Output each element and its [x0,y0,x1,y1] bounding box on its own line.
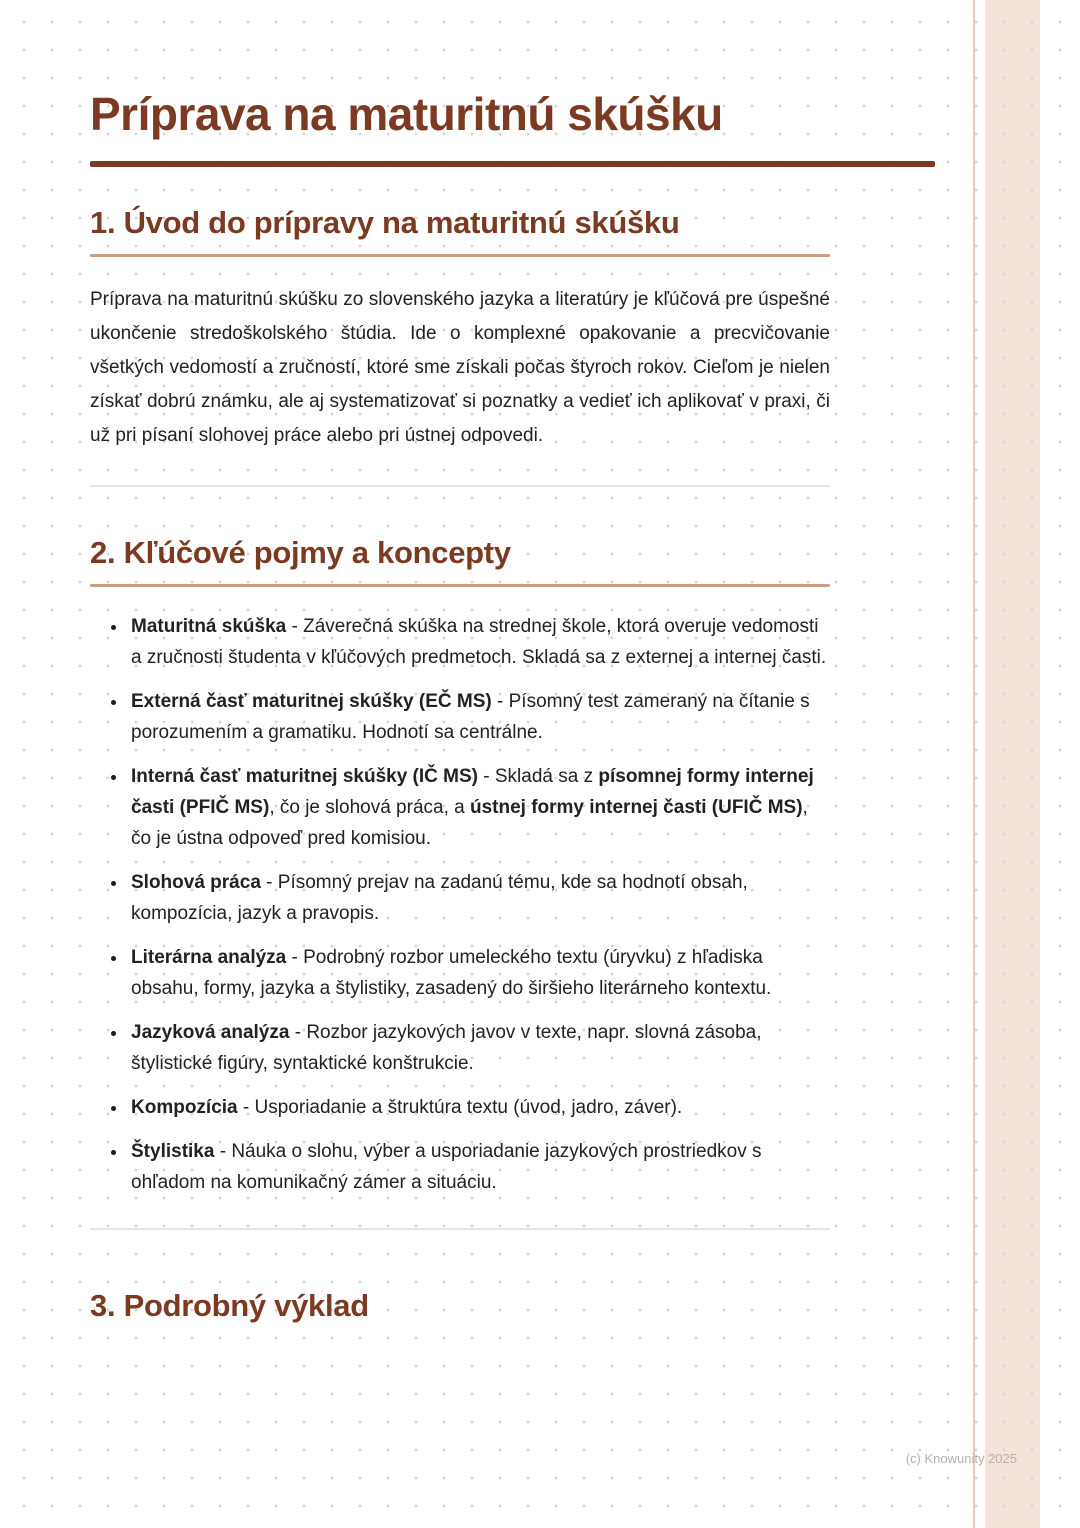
section-divider-2 [90,1228,830,1230]
list-item [128,1017,830,1079]
intro-paragraph: Príprava na maturitnú skúšku zo slovenského jazyka a literatúry je kľúčová pre úspešné ukončenie stredoškolského štúdia. Ide o komplexné opakovanie a precvičovanie všetkých vedomostí a zručností, ktoré sme získali počas štyroch rokov. Cieľom je nielen získať dobrú známku, ale aj systematizovať si poznatky a vedieť ich aplikovať v praxi, či už pri písaní slohovej práce alebo pri ústnej odpovedi. [90,289,830,446]
section-divider-1 [90,485,830,487]
term-regular-text: - Písomný test zameraný na čítanie s porozumením a gramatiku. Hodnotí sa centrálne. [131,691,810,743]
list-item [128,761,830,854]
term-bold-text: Maturitná skúška [131,616,287,637]
list-item [128,942,830,1004]
term-regular-text: - Skladá sa z [477,766,599,787]
list-item [128,686,830,748]
section-key-terms [90,535,830,1198]
section-heading-2: 2. Kľúčové pojmy a koncepty [90,535,511,570]
term-bold-text: Externá časť maturitnej skúšky (EČ MS) [131,691,492,712]
term-regular-text: , čo je ústna odpoveď pred komisiou. [131,797,808,849]
notebook-margin-strip [985,0,1040,1528]
watermark: (c) Knowunity 2025 [905,1451,1017,1466]
term-bold-text: ústnej formy internej časti (UFIČ MS) [469,797,803,818]
list-item [128,867,830,929]
term-bold-text: Slohová práca [131,872,261,893]
term-regular-text: - Písomný prejav na zadanú tému, kde sa hodnotí obsah, kompozícia, jazyk a pravopis. [131,872,748,924]
list-item [128,1092,830,1123]
heading-rule-1 [90,254,830,257]
section-detail [90,1288,830,1324]
term-bold-text: Literárna analýza [131,947,287,968]
section-heading-1: 1. Úvod do prípravy na maturitnú skúšku [90,205,680,240]
term-bold-text: písomnej formy internej časti (PFIČ MS) [131,766,814,818]
term-bold-text: Interná časť maturitnej skúšky (IČ MS) [131,766,478,787]
page-title: Príprava na maturitnú skúšku [90,88,723,140]
term-regular-text: - Podrobný rozbor umeleckého textu (úryvku) z hľadiska obsahu, formy, jazyka a štylistiky, zasadený do širšieho literárneho kontextu. [131,947,772,999]
term-regular-text: , čo je slohová práca, a [269,797,470,818]
notebook-margin-line [973,0,975,1528]
heading-rule-2 [90,584,830,587]
key-terms-list [90,611,830,1198]
term-regular-text: - Náuka o slohu, výber a usporiadanie jazykových prostriedkov s ohľadom na komunikačný zámer a situáciu. [131,1141,762,1193]
section-heading-3: 3. Podrobný výklad [90,1288,369,1323]
term-regular-text: - Usporiadanie a štruktúra textu (úvod, jadro, záver). [237,1097,683,1118]
term-regular-text: - Záverečná skúška na strednej škole, ktorá overuje vedomosti a zručnosti študenta v kľúčových predmetoch. Skladá sa z externej a internej časti. [131,616,827,668]
list-item [128,611,830,673]
term-regular-text: - Rozbor jazykových javov v texte, napr. slovná zásoba, štylistické figúry, syntaktické konštrukcie. [131,1022,762,1074]
section-intro [90,205,830,453]
title-rule [90,161,935,167]
term-bold-text: Štylistika [131,1141,215,1162]
term-bold-text: Jazyková analýza [131,1022,290,1043]
list-item [128,1136,830,1198]
term-bold-text: Kompozícia [131,1097,238,1118]
